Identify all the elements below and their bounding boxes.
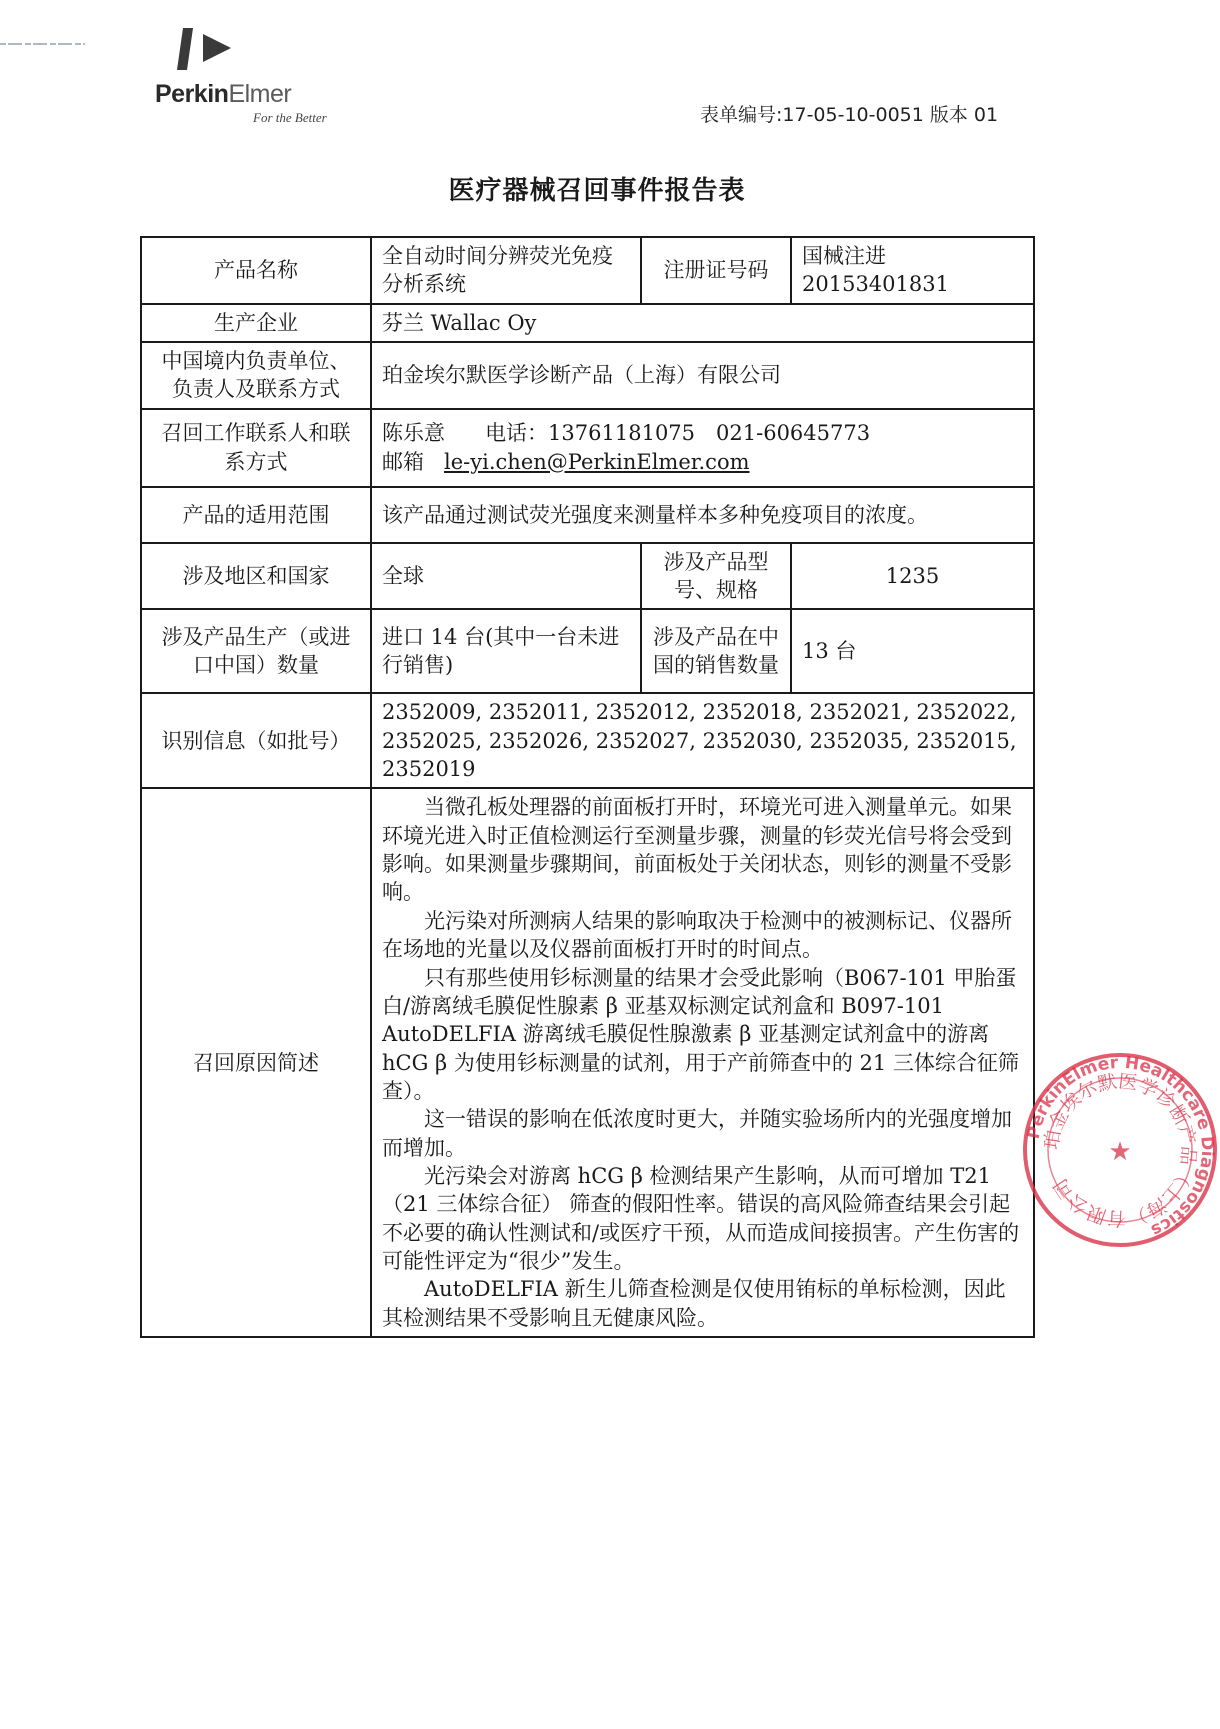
reason-paragraph: 光污染对所测病人结果的影响取决于检测中的被测标记、仪器所在场地的光量以及仪器前面板打开时的时间点。 bbox=[382, 908, 1012, 962]
recall-report-table bbox=[140, 236, 1035, 1338]
reg-no-value: 国械注进 20153401831 bbox=[791, 237, 1034, 304]
reason-paragraph: 光污染会对游离 hCG β 检测结果产生影响，从而可增加 T21（21 三体综合征） 筛查的假阳性率。错误的高风险筛查结果会引起不必要的确认性测试和/或医疗干预，从而造成间接损害。产生伤害的可能性评定为“很少”发生。 bbox=[382, 1163, 1020, 1273]
reason-paragraph: 当微孔板处理器的前面板打开时，环境光可进入测量单元。如果环境光进入时正值检测运行至测量步骤，测量的钐荧光信号将会受到影响。如果测量步骤期间，前面板处于关闭状态，则钐的测量不受影响。 bbox=[382, 795, 1012, 905]
qty-value: 进口 14 台(其中一台未进行销售) bbox=[371, 609, 641, 693]
batch-label: 识别信息（如批号） bbox=[141, 693, 371, 788]
stamp-text-cn: 珀金埃尔默医学诊断产品（上海）有限公司 bbox=[1040, 1070, 1200, 1230]
stamp-star-icon: ★ bbox=[1108, 1137, 1132, 1167]
scope-label: 产品的适用范围 bbox=[141, 487, 371, 543]
contact-email: le-yi.chen@PerkinElmer.com bbox=[444, 449, 750, 474]
china-resp-value: 珀金埃尔默医学诊断产品（上海）有限公司 bbox=[371, 342, 1034, 409]
table-row bbox=[141, 543, 1034, 610]
perkinelmer-logo bbox=[155, 28, 355, 128]
table-row bbox=[141, 609, 1034, 693]
logo-brand-light: Elmer bbox=[228, 80, 292, 108]
model-label: 涉及产品型号、规格 bbox=[641, 543, 791, 610]
china-resp-label: 中国境内负责单位、负责人及联系方式 bbox=[141, 342, 371, 409]
table-row bbox=[141, 304, 1034, 342]
reason-text bbox=[371, 788, 1034, 1337]
scope-value: 该产品通过测试荧光强度来测量样本多种免疫项目的浓度。 bbox=[371, 487, 1034, 543]
reason-paragraph: AutoDELFIA 新生儿筛查检测是仅使用铕标的单标检测，因此其检测结果不受影响且无健康风险。 bbox=[382, 1277, 1006, 1330]
manufacturer-value: 芬兰 Wallac Oy bbox=[371, 304, 1034, 342]
logo-brand-bold: Perkin bbox=[155, 80, 229, 108]
batch-value: 2352009, 2352011, 2352012, 2352018, 2352021, 2352022, 2352025, 2352026, 2352027, 2352030, 2352035, 2352015, 2352019 bbox=[371, 693, 1034, 788]
contact-phone: 电话：13761181075 021-60645773 bbox=[485, 421, 871, 446]
china-sales-label: 涉及产品在中国的销售数量 bbox=[641, 609, 791, 693]
model-value: 1235 bbox=[791, 543, 1034, 610]
table-row bbox=[141, 342, 1034, 409]
table-row bbox=[141, 693, 1034, 788]
logo-mark-icon bbox=[175, 28, 245, 78]
form-number: 表单编号:17-05-10-0051 版本 01 bbox=[700, 104, 999, 126]
product-name-value: 全自动时间分辨荧光免疫分析系统 bbox=[371, 237, 641, 304]
reg-no-label: 注册证号码 bbox=[641, 237, 791, 304]
scan-mark bbox=[0, 42, 90, 46]
company-seal-stamp bbox=[1020, 1050, 1220, 1250]
contact-name: 陈乐意 bbox=[382, 421, 445, 446]
manufacturer-label: 生产企业 bbox=[141, 304, 371, 342]
qty-label: 涉及产品生产（或进口中国）数量 bbox=[141, 609, 371, 693]
table-row bbox=[141, 487, 1034, 543]
reason-paragraph: 这一错误的影响在低浓度时更大，并随实验场所内的光强度增加而增加。 bbox=[382, 1107, 1012, 1160]
table-row bbox=[141, 237, 1034, 304]
region-label: 涉及地区和国家 bbox=[141, 543, 371, 610]
page-title: 医疗器械召回事件报告表 bbox=[448, 176, 746, 206]
reason-paragraph: 只有那些使用钐标测量的结果才会受此影响（B067-101 甲胎蛋白/游离绒毛膜促性腺素 β 亚基双标测定试剂盒和 B097-101 AutoDELFIA 游离绒毛膜促性腺激素 β 亚基测定试剂盒中的游离 hCG β 为使用钐标测量的试剂，用于产前筛查中的 21 三体综合征筛查）。 bbox=[382, 965, 1019, 1103]
recall-contact-label: 召回工作联系人和联系方式 bbox=[141, 409, 371, 487]
region-value: 全球 bbox=[371, 543, 641, 610]
table-row bbox=[141, 409, 1034, 487]
contact-email-label: 邮箱 bbox=[382, 449, 424, 474]
stamp-text-en: PerkinElmer Healthcare Diagnostics bbox=[1023, 1052, 1218, 1241]
reason-label: 召回原因简述 bbox=[141, 788, 371, 1337]
table-row bbox=[141, 788, 1034, 1337]
logo-tagline: For the Better bbox=[253, 110, 327, 125]
china-sales-value: 13 台 bbox=[791, 609, 1034, 693]
product-name-label: 产品名称 bbox=[141, 237, 371, 304]
